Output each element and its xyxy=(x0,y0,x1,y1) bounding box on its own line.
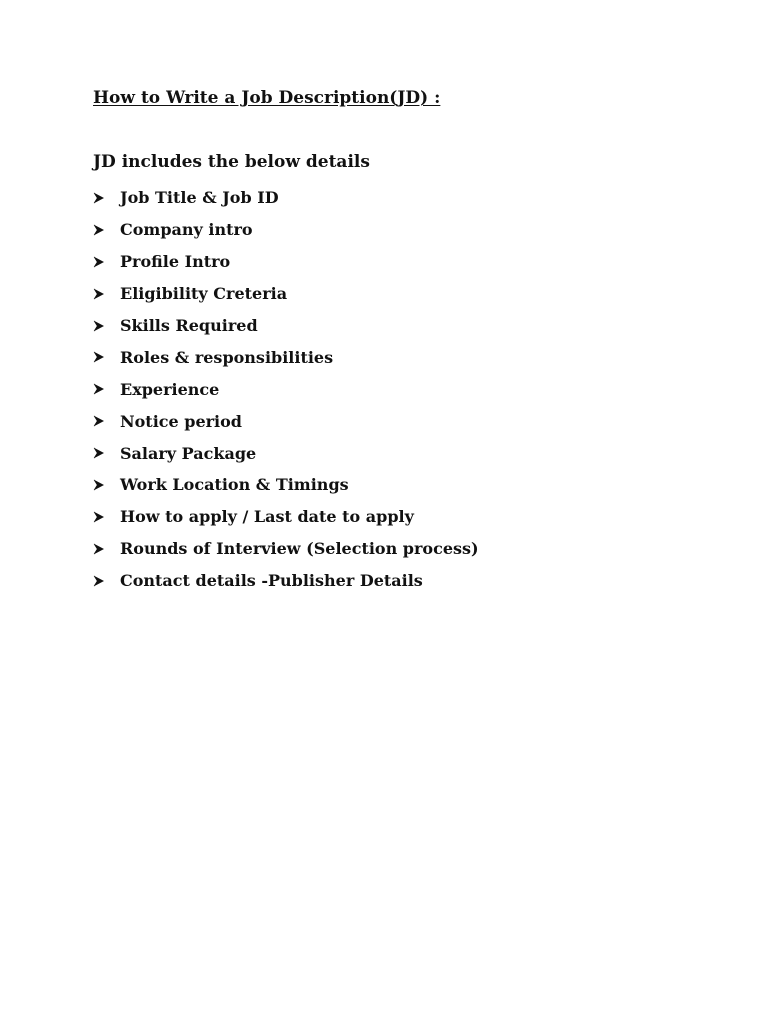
list-item-text: Rounds of Interview (Selection process) xyxy=(120,539,479,559)
list-item-text: Roles & responsibilities xyxy=(120,347,334,367)
list-item-text: Work Location & Timings xyxy=(120,475,349,495)
list-item-text: Notice period xyxy=(120,411,242,431)
arrowhead-bullet-icon xyxy=(93,288,120,300)
list-item xyxy=(93,278,768,310)
list-item-text: Eligibility Creteria xyxy=(120,284,288,304)
arrowhead-bullet-icon xyxy=(93,575,120,587)
list-item xyxy=(93,565,768,597)
list-item xyxy=(93,214,768,246)
list-item xyxy=(93,373,768,405)
list-item xyxy=(93,182,768,214)
list-item xyxy=(93,246,768,278)
list-item-text: How to apply / Last date to apply xyxy=(120,507,414,527)
document-title: How to Write a Job Description(JD) : xyxy=(93,88,441,108)
list-item xyxy=(93,310,768,342)
intro-text: JD includes the below details xyxy=(93,152,370,172)
list-item-text: Skills Required xyxy=(120,316,258,335)
list-item-text: Experience xyxy=(120,379,220,399)
arrowhead-bullet-icon xyxy=(93,351,120,363)
arrowhead-bullet-icon xyxy=(93,447,120,459)
arrowhead-bullet-icon xyxy=(93,224,120,236)
list-item xyxy=(93,341,768,373)
arrowhead-bullet-icon xyxy=(93,415,120,427)
arrowhead-bullet-icon xyxy=(93,192,120,204)
arrowhead-bullet-icon xyxy=(93,511,120,523)
arrowhead-bullet-icon xyxy=(93,320,120,332)
details-list xyxy=(93,182,768,597)
list-item-text: Salary Package xyxy=(120,443,257,463)
list-item xyxy=(93,469,768,501)
list-item xyxy=(93,405,768,437)
arrowhead-bullet-icon xyxy=(93,479,120,491)
list-item xyxy=(93,437,768,469)
list-item xyxy=(93,501,768,533)
list-item-text: Job Title & Job ID xyxy=(120,188,279,208)
arrowhead-bullet-icon xyxy=(93,543,120,555)
list-item-text: Company intro xyxy=(120,220,253,240)
arrowhead-bullet-icon xyxy=(93,256,120,268)
list-item-text: Profile Intro xyxy=(120,252,231,272)
list-item xyxy=(93,533,768,565)
list-item-text: Contact details -Publisher Details xyxy=(120,571,423,591)
arrowhead-bullet-icon xyxy=(93,383,120,395)
